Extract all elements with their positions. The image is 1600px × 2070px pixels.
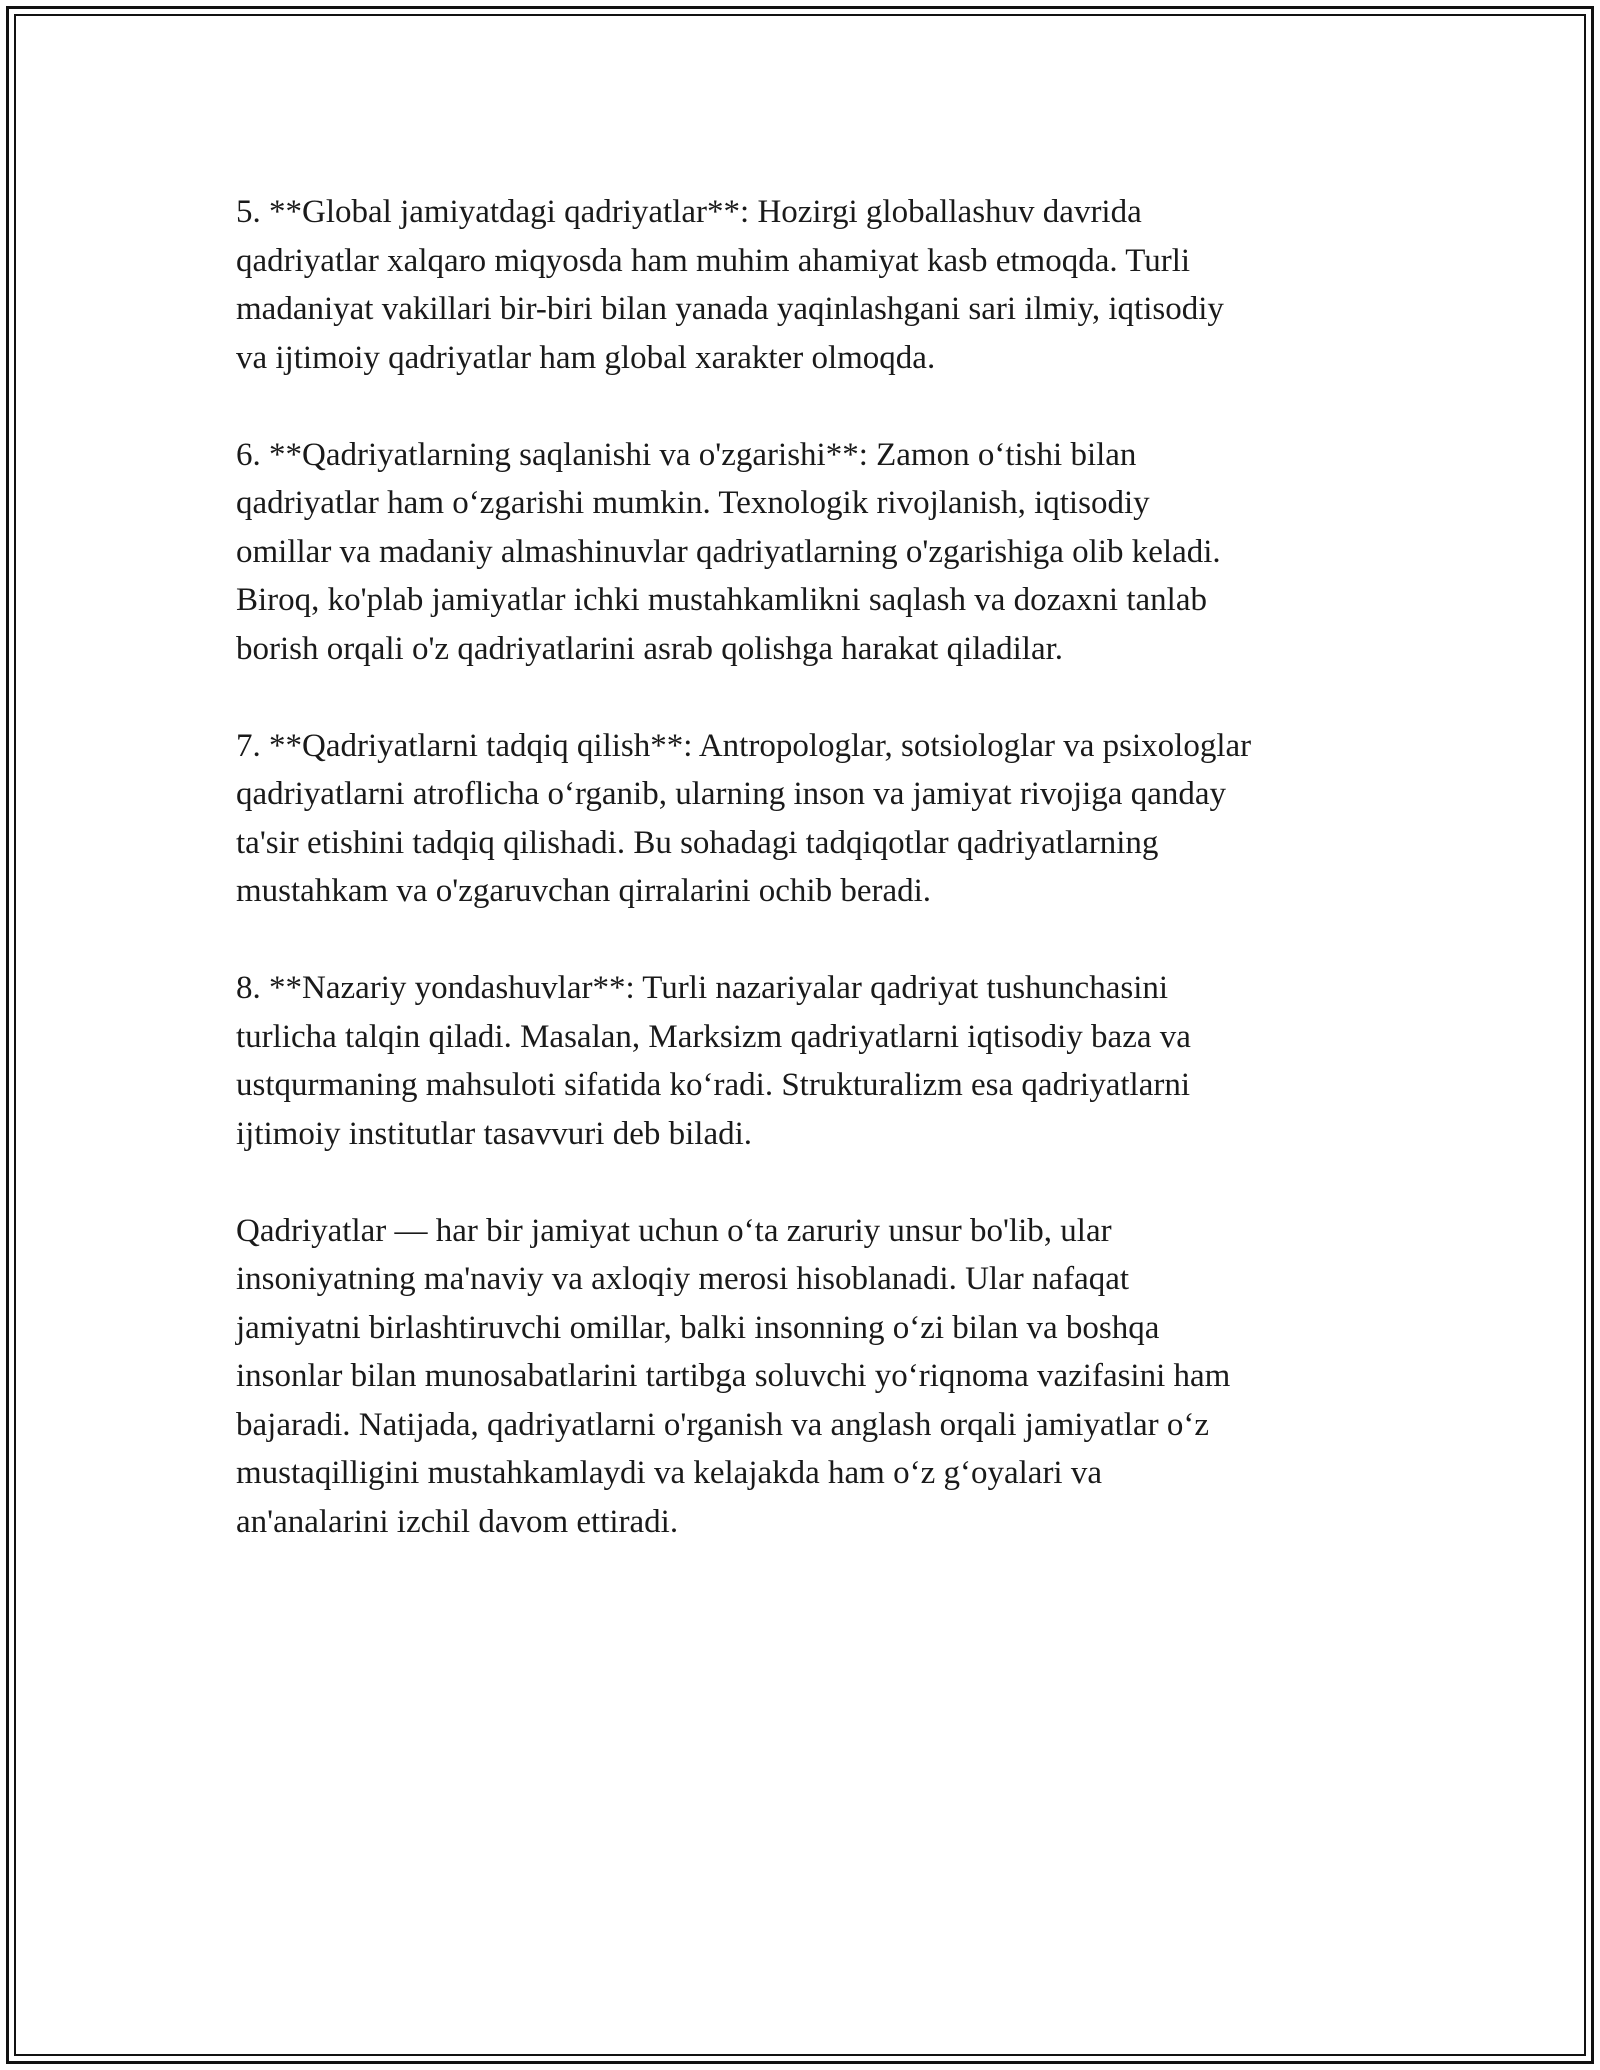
paragraph-research: 7. **Qadriyatlarni tadqiq qilish**: Antropologlar, sotsiologlar va psixologlar qadriyatlarni atroflicha o‘rganib, ularning inson va jamiyat rivojiga qanday ta'sir etishini tadqiq qilishadi. Bu sohadagi tadqiqotlar qadriyatlarning mustahkam va o'zgaruvchan qirralarini ochib beradi. xyxy=(236,727,1252,909)
paragraph-theoretical-approaches: 8. **Nazariy yondashuvlar**: Turli nazariyalar qadriyat tushunchasini turlicha talqin qiladi. Masalan, Marksizm qadriyatlarni iqtisodiy baza va ustqurmaning mahsuloti sifatida ko‘radi. Strukturalizm esa qadriyatlarni ijtimoiy institutlar tasavvuri deb biladi. xyxy=(236,970,1191,1152)
paragraph-global-values: 5. **Global jamiyatdagi qadriyatlar**: Hozirgi globallashuv davrida qadriyatlar xalqaro miqyosda ham muhim ahamiyat kasb etmoqda. Turli madaniyat vakillari bir-biri bilan yanada yaqinlashgani sari ilmiy, iqtisodiy va ijtimoiy qadriyatlar ham global xarakter olmoqda. xyxy=(236,194,1224,376)
paragraph-preservation-change: 6. **Qadriyatlarning saqlanishi va o'zgarishi**: Zamon o‘tishi bilan qadriyatlar ham o‘zgarishi mumkin. Texnologik rivojlanish, iqtisodiy omillar va madaniy almashinuvlar qadriyatlarning o'zgarishiga olib keladi. Biroq, ko'plab jamiyatlar ichki mustahkamlikni saqlash va dozaxni tanlab borish orqali o'z qadriyatlarini asrab qolishga harakat qiladilar. xyxy=(236,436,1221,667)
paragraph-conclusion: Qadriyatlar — har bir jamiyat uchun o‘ta zaruriy unsur bo'lib, ular insoniyatning ma'naviy va axloqiy merosi hisoblanadi. Ular nafaqat jamiyatni birlashtiruvchi omillar, balki insonning o‘zi bilan va boshqa insonlar bilan munosabatlarini tartibga soluvchi yo‘riqnoma vazifasini ham bajaradi. Natijada, qadriyatlarni o'rganish va anglash orqali jamiyatlar o‘z mustaqilligini mustahkamlaydi va kelajakda ham o‘z g‘oyalari va an'analarini izchil davom ettiradi. xyxy=(236,1212,1231,1540)
document-body xyxy=(236,188,1386,1595)
